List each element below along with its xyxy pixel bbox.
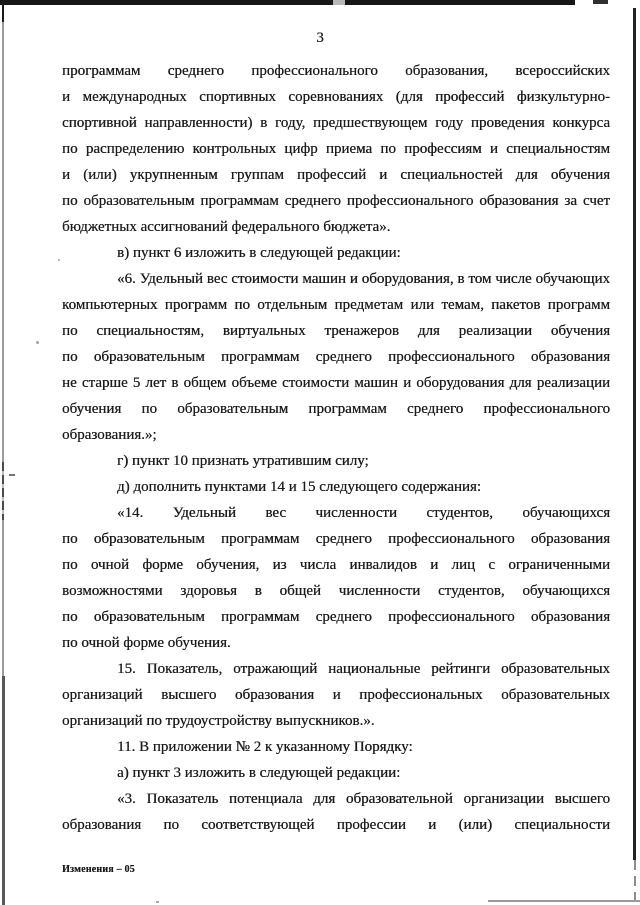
text-line: программам среднего профессионального образования, всероссийских bbox=[62, 63, 610, 79]
scan-edge-top bbox=[0, 0, 575, 5]
scan-edge-left-dash bbox=[2, 462, 4, 520]
text-line: по очной форме обучения. bbox=[62, 635, 231, 651]
text-line: по очной форме обучения, из числа инвалидов и лиц с ограниченными bbox=[62, 557, 610, 573]
scan-artifact bbox=[9, 474, 15, 476]
text-line: «3. Показатель потенциала для образовательной организации высшего bbox=[117, 791, 610, 807]
text-line: «6. Удельный вес стоимости машин и оборудования, в том числе обучающих bbox=[117, 271, 610, 287]
scan-edge-top-dash bbox=[593, 0, 608, 4]
text-line: по распределению контрольных цифр приема по профессиям и специальностям bbox=[62, 141, 610, 157]
scan-edge-right bbox=[633, 8, 636, 860]
scan-artifact bbox=[58, 259, 60, 261]
text-line: и (или) укрупненным группам профессий и специальностей для обучения bbox=[62, 167, 610, 183]
text-line: по специальностям, виртуальных тренажеров для реализации обучения bbox=[62, 323, 610, 339]
footer-code: Изменения – 05 bbox=[62, 864, 135, 875]
page-number: 3 bbox=[316, 30, 324, 46]
text-line: спортивной направленности) в году, предшествующем году проведения конкурса bbox=[62, 115, 610, 131]
text-line: компьютерных программ по отдельным предметам или темам, пакетов программ bbox=[62, 297, 610, 313]
text-line: организаций высшего образования и профессиональных образовательных bbox=[62, 687, 610, 703]
text-line: по образовательным программам среднего профессионального образования bbox=[62, 531, 610, 547]
text-line: по образовательным программам среднего профессионального образования bbox=[62, 609, 610, 625]
text-line: организаций по трудоустройству выпускников.». bbox=[62, 713, 375, 729]
scan-edge-right-dash bbox=[634, 860, 636, 900]
text-line: д) дополнить пунктами 14 и 15 следующего содержания: bbox=[117, 479, 481, 495]
scan-edge-bottom bbox=[488, 900, 640, 902]
text-line: образования.»; bbox=[62, 427, 157, 443]
text-line: по образовательным программам среднего профессионального образования за счет bbox=[62, 193, 610, 209]
scan-edge-left-lower bbox=[2, 676, 5, 905]
text-line: 15. Показатель, отражающий национальные рейтинги образовательных bbox=[117, 661, 610, 677]
text-line: бюджетных ассигнований федерального бюджета». bbox=[62, 219, 391, 235]
document-body bbox=[62, 58, 610, 838]
scan-artifact bbox=[156, 901, 159, 903]
scan-artifact bbox=[36, 341, 39, 344]
scan-edge-left-dark bbox=[2, 0, 4, 22]
text-line: не старше 5 лет в общем объеме стоимости машин и оборудования для реализации bbox=[62, 375, 610, 391]
text-line: образования по соответствующей профессии и (или) специальности bbox=[62, 817, 610, 833]
text-line: «14. Удельный вес численности студентов, обучающихся bbox=[117, 505, 610, 521]
text-line: а) пункт 3 изложить в следующей редакции: bbox=[117, 765, 401, 781]
text-line: 11. В приложении № 2 к указанному Порядку: bbox=[117, 739, 413, 755]
text-line: в) пункт 6 изложить в следующей редакции: bbox=[117, 245, 401, 261]
text-line: по образовательным программам среднего профессионального образования bbox=[62, 349, 610, 365]
text-line: и международных спортивных соревнованиях (для профессий физкультурно- bbox=[62, 89, 610, 105]
text-line: обучения по образовательным программам среднего профессионального bbox=[62, 401, 610, 417]
text-line: г) пункт 10 признать утратившим силу; bbox=[117, 453, 369, 469]
text-line: возможностями здоровья в общей численности студентов, обучающихся bbox=[62, 583, 610, 599]
scan-edge-top-gap bbox=[333, 0, 345, 5]
